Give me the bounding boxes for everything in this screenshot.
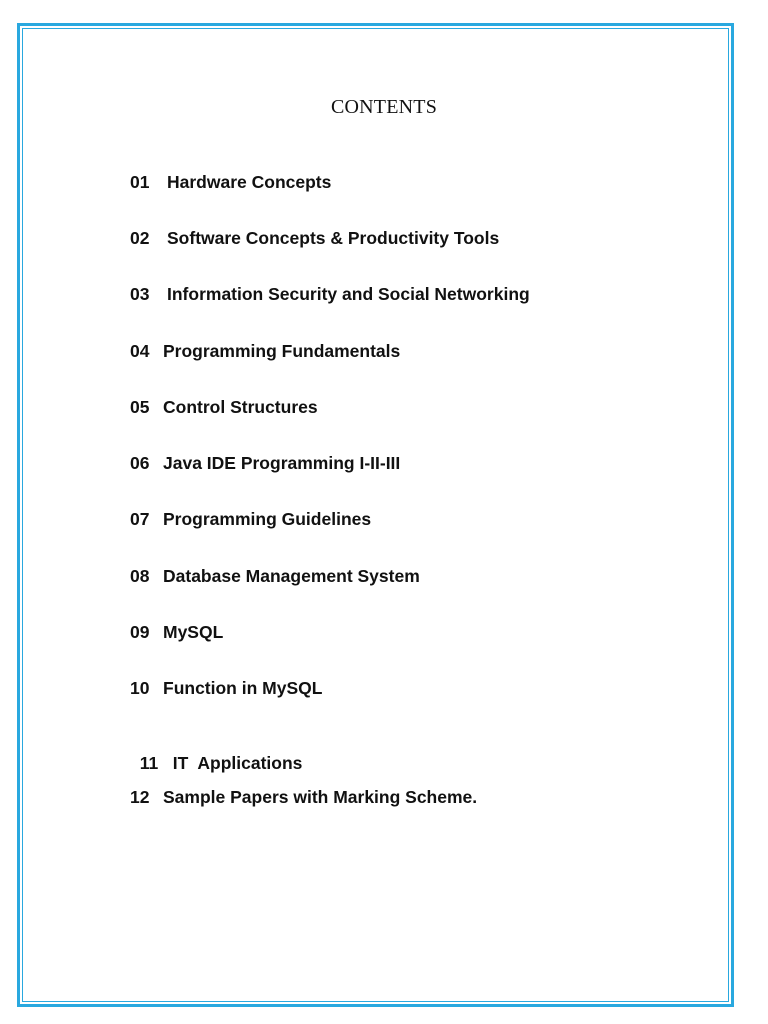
toc-item: [130, 284, 530, 305]
toc-item-number: 05: [130, 397, 150, 417]
toc-item: [130, 509, 371, 530]
toc-item-number: 03: [130, 284, 150, 304]
toc-item-number: 08: [130, 566, 150, 586]
toc-item-number: 11: [139, 753, 159, 773]
toc-item: [130, 228, 499, 249]
toc-item-label: Sample Papers with Marking Scheme.: [163, 787, 478, 807]
toc-item: [130, 397, 318, 418]
toc-item: [130, 453, 400, 474]
toc-item-label: Hardware Concepts: [167, 172, 332, 192]
toc-item-number: 06: [130, 453, 150, 473]
toc-item-number: 04: [130, 341, 150, 361]
toc-item-number: 12: [130, 787, 150, 807]
toc-item-number: 07: [130, 509, 150, 529]
toc-item-number: 01: [130, 172, 150, 192]
page-border-inner: [22, 28, 729, 1002]
toc-item-label: Database Management System: [163, 566, 420, 586]
toc-item: [130, 732, 302, 774]
toc-item-label: Java IDE Programming I-II-III: [163, 453, 401, 473]
toc-item-label: IT Applications: [172, 753, 303, 773]
toc-item: [130, 341, 400, 362]
toc-item-number: 02: [130, 228, 150, 248]
toc-item: [130, 566, 420, 587]
toc-item: [130, 678, 322, 699]
toc-item-number: 09: [130, 622, 150, 642]
toc-item-label: MySQL: [163, 622, 224, 642]
toc-item-label: Function in MySQL: [163, 678, 323, 698]
toc-item-label: Programming Fundamentals: [163, 341, 401, 361]
toc-item-label: Control Structures: [163, 397, 318, 417]
toc-item: [130, 787, 477, 808]
toc-item: [130, 622, 223, 643]
toc-item-label: Software Concepts & Productivity Tools: [167, 228, 500, 248]
contents-title: CONTENTS: [330, 96, 438, 118]
toc-item-label: Programming Guidelines: [163, 509, 372, 529]
toc-item-label: Information Security and Social Networking: [167, 284, 530, 304]
toc-item-number: 10: [130, 678, 150, 698]
toc-item: [130, 172, 331, 193]
